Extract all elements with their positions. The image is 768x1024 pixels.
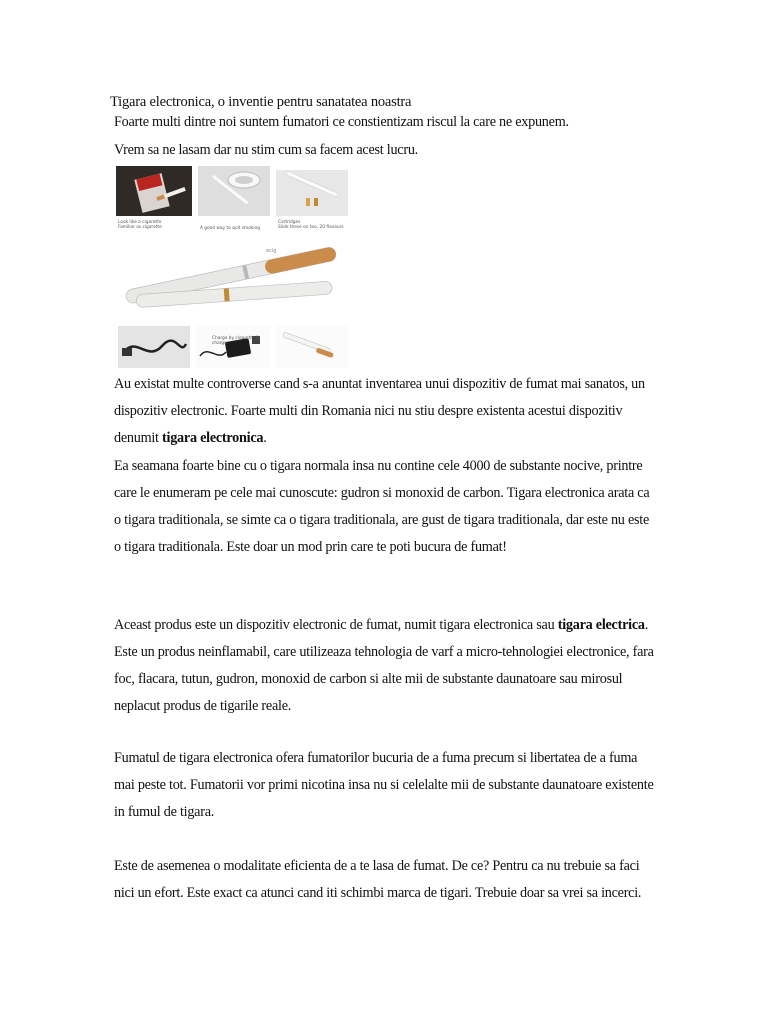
paragraph-4: Fumatul de tigara electronica ofera fumatorilor bucuria de a fuma precum si libertatea de a fuma mai peste tot. Fumatorii vor primi nicotina insa nu si celelalte mii de substante daunatoare existente in fumul de tigara. [114, 750, 654, 820]
charger-photo [196, 326, 270, 368]
usb-cable-photo [118, 326, 190, 368]
e-cigarette-device-photo [116, 232, 348, 318]
cigarette-pack-photo [116, 166, 192, 216]
intro-line-1: Foarte multi dintre noi suntem fumatori ce constientizam riscul la care ne expunem. [114, 114, 569, 130]
intro-line-2: Vrem sa ne lasam dar nu stim cum sa facem acest lucru. [114, 142, 418, 158]
paragraph-1: Au existat multe controverse cand s-a anuntat inventarea unui dispozitiv de fumat mai sanatos, un dispozitiv electronic. Foarte multi din Romania nici nu stiu despre existenta acestui dispozitiv denumit tigara electronica. [114, 376, 645, 446]
caption-bottom-middle: Charge by cigarette lit charger [212, 336, 261, 346]
product-photo-collage [116, 166, 348, 368]
single-e-cigarette-photo [276, 326, 348, 368]
ashtray-photo [198, 166, 270, 216]
cartridges-photo [276, 170, 348, 216]
svg-text:ecig: ecig [266, 248, 277, 254]
document-title: Tigara electronica, o inventie pentru sanatatea noastra [110, 94, 412, 110]
paragraph-2: Ea seamana foarte bine cu o tigara normala insa nu contine cele 4000 de substante nocive, printre care le enumeram pe cele mai cunoscute: gudron si monoxid de carbon. Tigara electronica arata ca o tigara traditionala, se simte ca o tigara traditionala, are gust de tigara traditionala, dar este nu este o tigara traditionala. Este doar un mod prin care te poti bucura de fumat! [114, 458, 650, 555]
paragraph-3: Aceast produs este un dispozitiv electronic de fumat, numit tigara electronica sau tigara electrica. Este un produs neinflamabil, care utilizeaza tehnologia de varf a micro-tehnologiei electronice, fara foc, flacara, tutun, gudron, monoxid de carbon si alte mii de substante daunatoare sau mirosul neplacut produs de tigarile reale. [114, 617, 654, 714]
caption-top-middle: A good way to quit smoking [200, 226, 261, 231]
caption-top-right: Cartridges Slide these on too, 20 flavours [278, 220, 344, 230]
caption-top-left: Look like a cigarette Familiar as cigarette [118, 220, 162, 230]
paragraph-5: Este de asemenea o modalitate eficienta de a te lasa de fumat. De ce? Pentru ca nu trebuie sa faci nici un efort. Este exact ca atunci cand iti schimbi marca de tigari. Trebuie doar sa vrei sa incerci. [114, 858, 642, 901]
